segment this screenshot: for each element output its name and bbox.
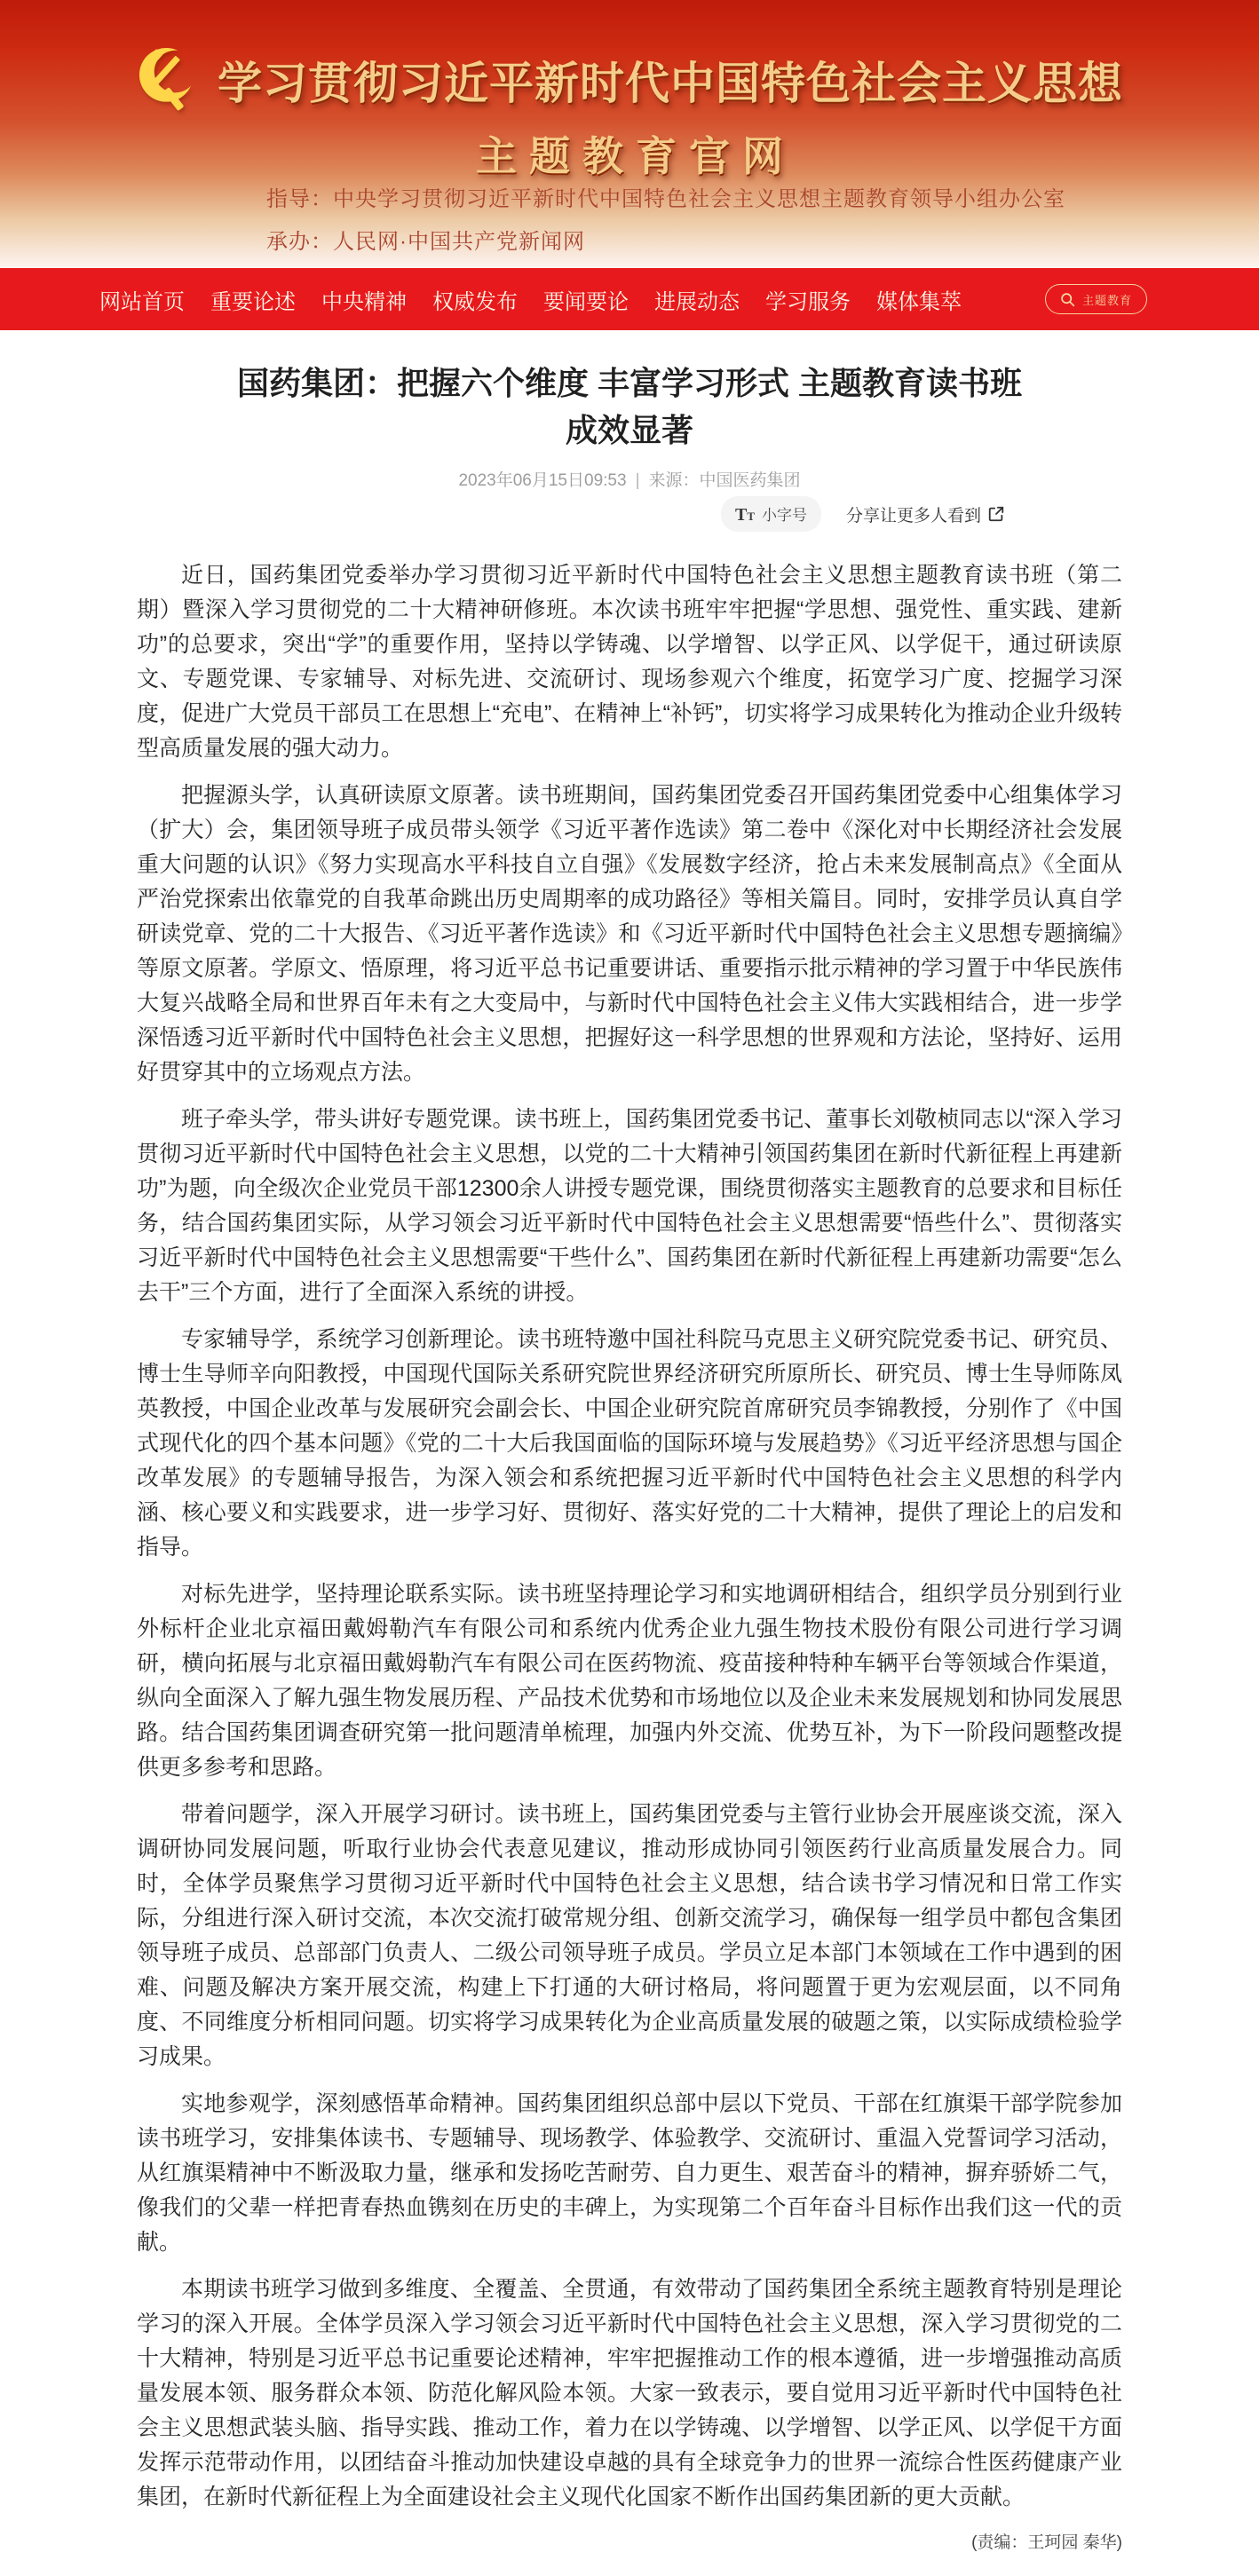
- article-body: [137, 558, 1122, 2515]
- share-label: 分享让更多人看到: [845, 506, 981, 525]
- nav-item-important-discourse[interactable]: 重要论述: [210, 289, 296, 314]
- article-source: 来源：中国医药集团: [648, 471, 801, 490]
- nav-item-authoritative-release[interactable]: 权威发布: [432, 289, 518, 314]
- font-size-button[interactable]: [721, 496, 821, 532]
- article-meta: [137, 467, 1122, 491]
- editor-note: (责编：王珂园 秦华): [971, 2533, 1122, 2552]
- font-size-label: 小字号: [761, 507, 807, 524]
- nav-item-progress[interactable]: 进展动态: [654, 289, 740, 314]
- paragraph: 本期读书班学习做到多维度、全覆盖、全贯通，有效带动了国药集团全系统主题教育特别是理论学习的深入开展。全体学员深入学习领会习近平新时代中国特色社会主义思想，深入学习贯彻党的二十大精神，特别是习近平总书记重要论述精神，牢牢把握推动工作的根本遵循，进一步增强推动高质量发展本领、服务群众本领、防范化解风险本领。大家一致表示，要自觉用习近平新时代中国特色社会主义思想武装头脑、指导实践、推动工作，着力在以学铸魂、以学增智、以学正风、以学促干方面发挥示范带动作用，以团结奋斗推动加快建设卓越的具有全球竞争力的世界一流综合性医药健康产业集团，在新时代新征程上为全面建设社会主义现代化国家不断作出国药集团新的更大贡献。: [137, 2277, 1122, 2509]
- share-button[interactable]: [846, 502, 1005, 526]
- site-brand: [0, 0, 1259, 115]
- main-nav: [0, 268, 1259, 330]
- paragraph: 带着问题学，深入开展学习研讨。读书班上，国药集团党委与主管行业协会开展座谈交流，深入调研协同发展问题，听取行业协会代表意见建议，推动形成协同引领医药行业高质量发展合力。同时，全体学员聚焦学习贯彻习近平新时代中国特色社会主义思想，结合读书学习情况和日常工作实际，分组进行深入研讨交流，本次交流打破常规分组、创新交流学习，确保每一组学员中都包含集团领导班子成员、总部部门负责人、二级公司领导班子成员。学员立足本部门本领域在工作中遇到的困难、问题及解决方案开展交流，构建上下打通的大研讨格局，将问题置于更为宏观层面，以不同角度、不同维度分析相同问题。切实将学习成果转化为企业高质量发展的破题之策，以实际成绩检验学习成果。: [137, 1802, 1122, 2069]
- paragraph: 班子牵头学，带头讲好专题党课。读书班上，国药集团党委书记、董事长刘敬桢同志以“深入学习贯彻习近平新时代中国特色社会主义思想，以党的二十大精神引领国药集团在新时代新征程上再建新功”为题，向全级次企业党员干部12300余人讲授专题党课，围绕贯彻落实主题教育的总要求和目标任务，结合国药集团实际，从学习领会习近平新时代中国特色社会主义思想需要“悟些什么”、贯彻落实习近平新时代中国特色社会主义思想需要“干些什么”、国药集团在新时代新征程上再建新功需要“怎么去干”三个方面，进行了全面深入系统的讲授。: [137, 1107, 1122, 1305]
- site-header: [0, 0, 1259, 268]
- nav-item-key-news[interactable]: 要闻要论: [543, 289, 629, 314]
- external-link-icon: [987, 505, 1005, 523]
- host-line: 承办：人民网·中国共产党新闻网: [266, 230, 585, 254]
- nav-item-media-collection[interactable]: 媒体集萃: [876, 289, 962, 314]
- article: [137, 360, 1122, 2553]
- header-host-lines: [266, 181, 1065, 266]
- nav-item-central-spirit[interactable]: 中央精神: [321, 289, 407, 314]
- article-tools: [137, 496, 1122, 532]
- party-emblem-icon: [136, 44, 194, 115]
- publish-date: 2023年06月15日09:53: [458, 471, 627, 490]
- paragraph: 近日，国药集团党委举办学习贯彻习近平新时代中国特色社会主义思想主题教育读书班（第二期）暨深入学习贯彻党的二十大精神研修班。本次读书班牢牢把握“学思想、强党性、重实践、建新功”的总要求，突出“学”的重要作用，坚持以学铸魂、以学增智、以学正风、以学促干，通过研读原文、专题党课、专家辅导、对标先进、交流研讨、现场参观六个维度，拓宽学习广度、挖掘学习深度，促进广大党员干部员工在思想上“充电”、在精神上“补钙”，切实将学习成果转化为推动企业升级转型高质量发展的强大动力。: [137, 563, 1122, 761]
- paragraph: 专家辅导学，系统学习创新理论。读书班特邀中国社科院马克思主义研究院党委书记、研究员、博士生导师辛向阳教授，中国现代国际关系研究院世界经济研究所原所长、研究员、博士生导师陈凤英教授，中国企业改革与发展研究会副会长、中国企业研究院首席研究员李锦教授，分别作了《中国式现代化的四个基本问题》《党的二十大后我国面临的国际环境与发展趋势》《习近平经济思想与国企改革发展》的专题辅导报告，为深入领会和系统把握习近平新时代中国特色社会主义思想的科学内涵、核心要义和实践要求，进一步学习好、贯彻好、落实好党的二十大精神，提供了理论上的启发和指导。: [137, 1327, 1122, 1560]
- meta-separator: |: [635, 471, 640, 490]
- nav-item-study-service[interactable]: 学习服务: [765, 289, 851, 314]
- paragraph: 对标先进学，坚持理论联系实际。读书班坚持理论学习和实地调研相结合，组织学员分别到行业外标杆企业北京福田戴姆勒汽车有限公司和系统内优秀企业九强生物技术股份有限公司进行学习调研，横向拓展与北京福田戴姆勒汽车有限公司在医药物流、疫苗接种特种车辆平台等领域合作渠道，纵向全面深入了解九强生物发展历程、产品技术优势和市场地位以及企业未来发展规划和协同发展思路。结合国药集团调查研究第一批问题清单梳理，加强内外交流、优势互补，为下一阶段问题整改提供更多参考和思路。: [137, 1582, 1122, 1780]
- paragraph: 把握源头学，认真研读原文原著。读书班期间，国药集团党委召开国药集团党委中心组集体学习（扩大）会，集团领导班子成员带头领学《习近平著作选读》第二卷中《深化对中长期经济社会发展重大问题的认识》《努力实现高水平科技自立自强》《发展数字经济，抢占未来发展制高点》《全面从严治党探索出依靠党的自我革命跳出历史周期率的成功路径》等相关篇目。同时，安排学员认真自学研读党章、党的二十大报告、《习近平著作选读》和《习近平新时代中国特色社会主义思想专题摘编》等原文原著。学原文、悟原理，将习近平总书记重要讲话、重要指示批示精神的学习置于中华民族伟大复兴战略全局和世界百年未有之大变局中，与新时代中国特色社会主义伟大实践相结合，进一步学深悟透习近平新时代中国特色社会主义思想，把握好这一科学思想的世界观和方法论，坚持好、运用好贯穿其中的立场观点方法。: [137, 783, 1122, 1085]
- site-title-line1: 学习贯彻习近平新时代中国特色社会主义思想: [218, 59, 1123, 108]
- nav-item-home[interactable]: 网站首页: [99, 289, 185, 314]
- search-label: 主题教育: [1081, 293, 1132, 307]
- font-size-icon: TT: [734, 505, 755, 525]
- paragraph: 实地参观学，深刻感悟革命精神。国药集团组织总部中层以下党员、干部在红旗渠干部学院参加读书班学习，安排集体读书、专题辅导、现场教学、体验教学、交流研讨、重温入党誓词学习活动，从红旗渠精神中不断汲取力量，继承和发扬吃苦耐劳、自力更生、艰苦奋斗的精神，摒弃骄娇二气，像我们的父辈一样把青春热血镌刻在历史的丰碑上，为实现第二个百年奋斗目标作出我们这一代的贡献。: [137, 2091, 1122, 2255]
- site-title-line2: 主题教育官网: [476, 133, 796, 179]
- article-title: 国药集团：把握六个维度 丰富学习形式 主题教育读书班成效显著: [236, 365, 1022, 448]
- search-pill[interactable]: [1045, 284, 1147, 314]
- search-icon: [1060, 292, 1075, 307]
- guide-line: 指导：中央学习贯彻习近平新时代中国特色社会主义思想主题教育领导小组办公室: [266, 187, 1065, 211]
